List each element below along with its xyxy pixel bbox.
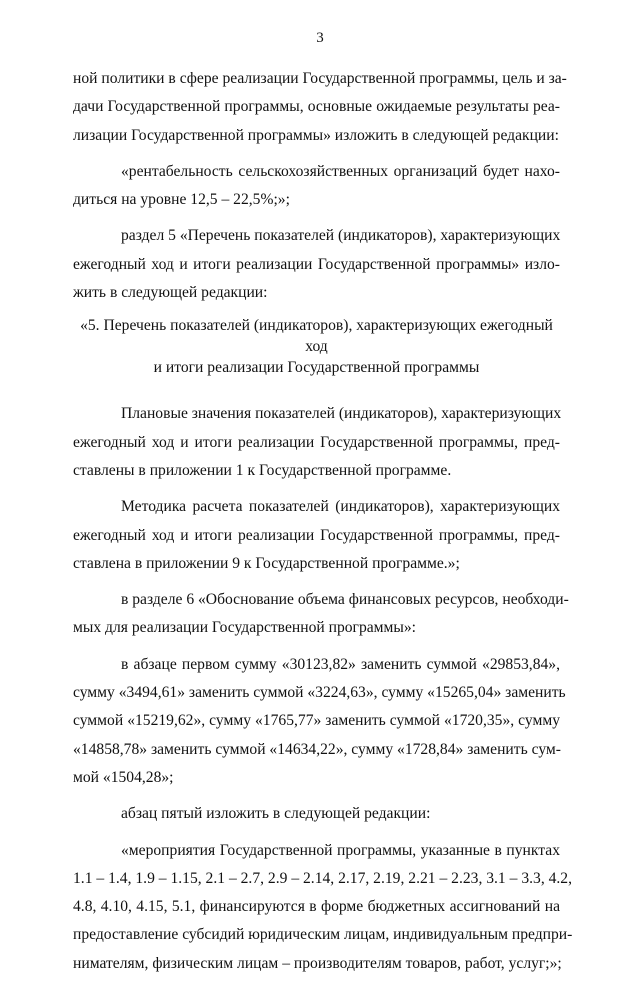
heading-line: «5. Перечень показателей (индикаторов), характеризующих ежегодный ход <box>80 317 553 356</box>
text-line: лизации Государственной программы» изложить в следующей редакции: <box>73 126 559 144</box>
text-line: предоставление субсидий юридическим лицам, индивидуальным предпри- <box>73 926 573 944</box>
text-line: Методика расчета показателей (индикаторов), характеризующих <box>121 498 560 516</box>
text-line: ставлены в приложении 1 к Государственной программе. <box>73 461 452 479</box>
document-body <box>73 65 573 986</box>
text-line: «мероприятия Государственной программы, указанные в пунктах <box>121 841 560 859</box>
text-line: «14858,78» заменить суммой «14634,22», сумму «1728,84» заменить сум- <box>73 740 561 758</box>
text-line: нимателям, физическим лицам – производителям товаров, работ, услуг;»; <box>73 954 562 972</box>
heading-line: и итоги реализации Государственной программы <box>153 359 480 377</box>
text-line: сумму «3494,61» заменить суммой «3224,63», сумму «15265,04» заменить <box>73 684 566 702</box>
text-line: в разделе 6 «Обоснование объема финансовых ресурсов, необходи- <box>121 591 569 609</box>
text-line: суммой «15219,62», сумму «1765,77» заменить суммой «1720,35», сумму <box>73 712 560 730</box>
text-line: жить в следующей редакции: <box>73 284 268 302</box>
text-line: ежегодный ход и итоги реализации Государственной программы, пред- <box>73 526 560 544</box>
text-line: «рентабельность сельскохозяйственных организаций будет нахо- <box>121 162 560 180</box>
paragraph-sums <box>73 651 566 792</box>
text-line: в абзаце первом сумму «30123,82» заменить суммой «29853,84», <box>121 655 560 673</box>
text-line: ной политики в сфере реализации Государственной программы, цель и за- <box>73 70 567 87</box>
paragraph-fifth-abstract <box>73 800 560 828</box>
paragraph-profitability <box>73 158 560 215</box>
paragraph-section-5 <box>73 222 560 307</box>
page-number: 3 <box>316 30 324 46</box>
text-line: диться на уровне 12,5 – 22,5%;»; <box>73 191 290 209</box>
paragraph-section-6 <box>73 586 569 643</box>
text-line: абзац пятый изложить в следующей редакции: <box>121 805 431 823</box>
paragraph-methodology <box>73 493 560 578</box>
text-line: мой «1504,28»; <box>73 768 174 786</box>
text-line: ежегодный ход и итоги реализации Государственной программы» изло- <box>73 255 560 273</box>
paragraph-measures <box>73 837 573 978</box>
text-line: 1.1 – 1.4, 1.9 – 1.15, 2.1 – 2.7, 2.9 – 2.14, 2.17, 2.19, 2.21 – 2.23, 3.1 – 3.3, 4.2, <box>73 869 572 887</box>
text-line: дачи Государственной программы, основные ожидаемые результаты реа- <box>73 98 560 116</box>
text-line: Плановые значения показателей (индикаторов), характеризующих <box>121 405 562 423</box>
text-line: мых для реализации Государственной программы»: <box>73 619 417 637</box>
text-line: ежегодный ход и итоги реализации Государственной программы, пред- <box>73 433 560 451</box>
paragraph-amendment-intro <box>73 65 567 150</box>
text-line: ставлена в приложении 9 к Государственной программе.»; <box>73 554 460 572</box>
paragraph-planned-values <box>73 400 560 485</box>
text-line: раздел 5 «Перечень показателей (индикаторов), характеризующих <box>121 227 561 245</box>
text-line: 4.8, 4.10, 4.15, 5.1, финансируются в форме бюджетных ассигнований на <box>73 898 560 916</box>
section-heading <box>73 315 560 378</box>
